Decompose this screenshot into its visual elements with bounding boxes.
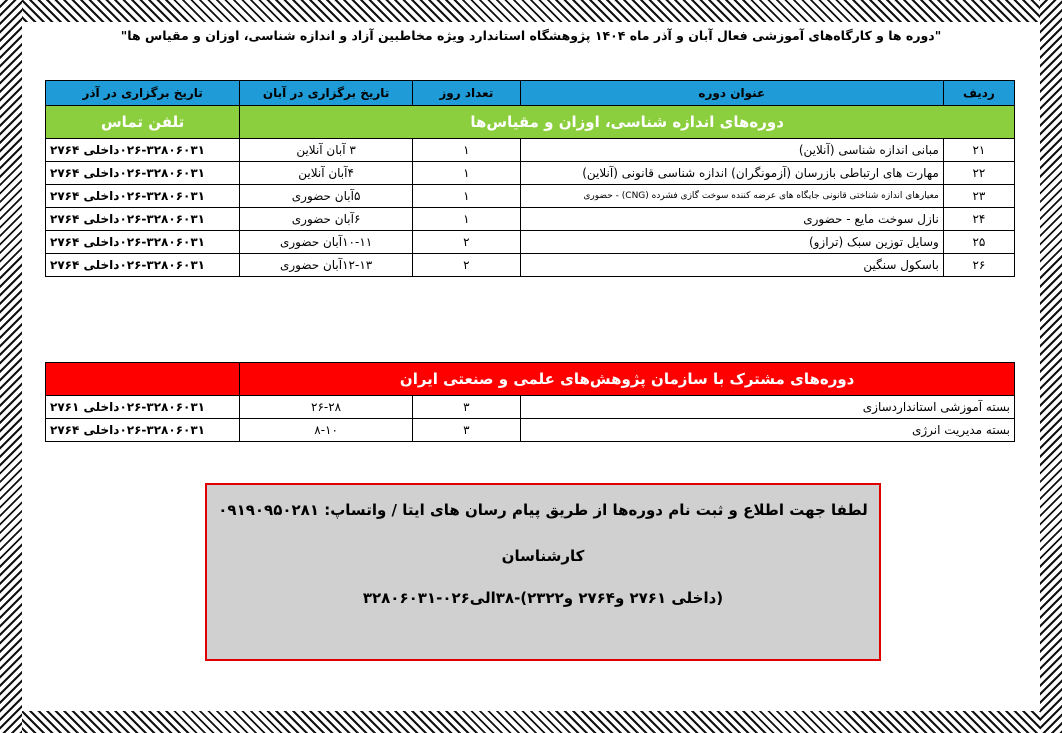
course-days: ۲: [412, 254, 520, 277]
course-date: ۱۰-۱۱آبان حضوری: [240, 231, 413, 254]
table-row: [46, 419, 1015, 442]
course-title: معیارهای اندازه شناختی قانونی جایگاه های عرضه کننده سوخت گازی فشرده (CNG) - حضوری: [520, 185, 943, 208]
course-date: ۴آبان آنلاین: [240, 162, 413, 185]
header-azar-date: تاریخ برگزاری در آذر: [46, 81, 240, 106]
course-title: بسته آموزشی استانداردسازی: [520, 396, 1014, 419]
row-number: ۲۳: [943, 185, 1014, 208]
course-title: باسکول سنگین: [520, 254, 943, 277]
phone-header: تلفن تماس: [46, 106, 240, 139]
course-phone: ۰۲۶-۳۲۸۰۶۰۳۱داخلی ۲۷۶۱: [46, 396, 240, 419]
table-row: [46, 254, 1015, 277]
course-days: ۱: [412, 208, 520, 231]
decorative-border-left: [0, 0, 22, 733]
course-date: ۶آبان حضوری: [240, 208, 413, 231]
header-row-number: ردیف: [943, 81, 1014, 106]
header-course-title: عنوان دوره: [520, 81, 943, 106]
course-phone: ۰۲۶-۳۲۸۰۶۰۳۱داخلی ۲۷۶۴: [46, 162, 240, 185]
row-number: ۲۲: [943, 162, 1014, 185]
course-title: بسته مدیریت انرژی: [520, 419, 1014, 442]
section-row-metrology: [46, 106, 1015, 139]
table-header-row: [46, 81, 1015, 106]
header-aban-date: تاریخ برگزاری در آبان: [240, 81, 413, 106]
row-number: ۲۵: [943, 231, 1014, 254]
section-title-metrology: دوره‌های اندازه شناسی، اوزان و مقیاس‌ها: [240, 106, 1015, 139]
course-date: ۸-۱۰: [240, 419, 413, 442]
course-days: ۱: [412, 162, 520, 185]
course-title: نازل سوخت مایع - حضوری: [520, 208, 943, 231]
course-phone: ۰۲۶-۳۲۸۰۶۰۳۱داخلی ۲۷۶۴: [46, 419, 240, 442]
decorative-border-right: [1040, 0, 1062, 733]
section-phone-blank: [46, 363, 240, 396]
course-date: ۲۶-۲۸: [240, 396, 413, 419]
course-date: ۳ آبان آنلاین: [240, 139, 413, 162]
course-title: مهارت های ارتباطی بازرسان (آزمونگران) اندازه شناسی قانونی (آنلاین): [520, 162, 943, 185]
document-page: [22, 22, 1040, 711]
course-phone: ۰۲۶-۳۲۸۰۶۰۳۱داخلی ۲۷۶۴: [46, 254, 240, 277]
page-title: "دوره ها و کارگاه‌های آموزشی فعال آبان و آذر ماه ۱۴۰۴ پژوهشگاه استاندارد ویژه مخاطبین آزاد و اندازه شناسی، اوزان و مقیاس ها": [120, 28, 942, 43]
course-days: ۳: [412, 419, 520, 442]
table-row: [46, 162, 1015, 185]
courses-table: [45, 80, 1015, 277]
header-days: تعداد روز: [412, 81, 520, 106]
registration-notice-box: [205, 483, 881, 661]
joint-courses-table: [45, 362, 1015, 442]
table-row: [46, 208, 1015, 231]
row-number: ۲۶: [943, 254, 1014, 277]
section-title-joint: دوره‌های مشترک با سازمان پژوهش‌های علمی و صنعتی ایران: [240, 363, 1015, 396]
course-days: ۱: [412, 185, 520, 208]
notice-phone-line: (داخلی ۲۷۶۱ و۲۷۶۴ و۲۳۲۲)-۳۸الی۰۲۶-۳۲۸۰۶۰۳۱: [362, 589, 724, 607]
course-title: وسایل توزین سبک (ترازو): [520, 231, 943, 254]
decorative-border-bottom: [0, 711, 1062, 733]
decorative-border-top: [0, 0, 1062, 22]
row-number: ۲۴: [943, 208, 1014, 231]
table-row: [46, 185, 1015, 208]
notice-experts-label: کارشناسان: [501, 547, 585, 565]
course-date: ۱۲-۱۳آبان حضوری: [240, 254, 413, 277]
row-number: ۲۱: [943, 139, 1014, 162]
course-phone: ۰۲۶-۳۲۸۰۶۰۳۱داخلی ۲۷۶۴: [46, 208, 240, 231]
course-date: ۵آبان حضوری: [240, 185, 413, 208]
course-phone: ۰۲۶-۳۲۸۰۶۰۳۱داخلی ۲۷۶۴: [46, 139, 240, 162]
course-phone: ۰۲۶-۳۲۸۰۶۰۳۱داخلی ۲۷۶۴: [46, 185, 240, 208]
table-row: [46, 231, 1015, 254]
table-row: [46, 139, 1015, 162]
course-days: ۲: [412, 231, 520, 254]
course-days: ۳: [412, 396, 520, 419]
course-title: مبانی اندازه شناسی (آنلاین): [520, 139, 943, 162]
table-row: [46, 396, 1015, 419]
notice-registration-line: لطفا جهت اطلاع و ثبت نام دوره‌ها از طریق پیام رسان های ایتا / واتساپ: ۰۹۱۹۰۹۵۰۲۸۱: [218, 501, 868, 519]
course-phone: ۰۲۶-۳۲۸۰۶۰۳۱داخلی ۲۷۶۴: [46, 231, 240, 254]
section-row-joint: [46, 363, 1015, 396]
course-days: ۱: [412, 139, 520, 162]
